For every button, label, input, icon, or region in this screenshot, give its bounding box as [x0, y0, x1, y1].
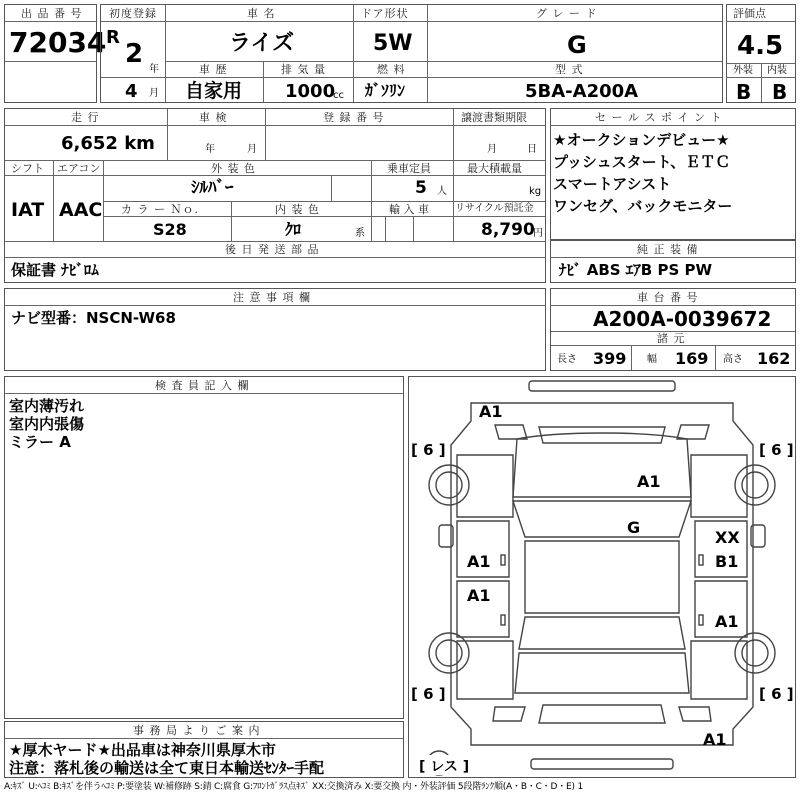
length: 399 [593, 349, 627, 368]
mileage-label: 走 行 [71, 111, 100, 124]
inspector-box [4, 376, 404, 719]
inspection-year-unit: 年 [205, 144, 215, 155]
inspector-note-line: 室内薄汚れ [9, 397, 85, 415]
car-diagram [409, 377, 795, 777]
lot-number-box [4, 4, 107, 103]
grade-label: グ レ ー ド [536, 7, 598, 20]
exterior-label: 外装 [733, 65, 753, 76]
capacity-unit: 人 [437, 186, 447, 197]
damage-right-rear-door: A1 [715, 612, 739, 631]
height: 162 [757, 349, 791, 368]
chassis-number: A200A-0039672 [593, 307, 772, 331]
inspector-notes [9, 397, 84, 451]
later-parts: 保証書 ﾅﾋﾞﾛﾑ [11, 261, 99, 279]
int-color-label: 内 装 色 [275, 203, 320, 216]
sales-point-line: ★オークションデビュー★ [553, 131, 730, 149]
model: 5BA-A200A [525, 81, 639, 102]
width-label: 幅 [647, 354, 657, 365]
chassis-label: 車 台 番 号 [637, 291, 699, 304]
score-label: 評価点 [733, 7, 766, 20]
capacity: 5 [415, 178, 427, 198]
color-label: 外 装 色 [211, 162, 256, 175]
chassis-box [550, 288, 796, 371]
inspection-month-unit: 月 [247, 144, 257, 155]
displacement: 1000 [285, 81, 336, 102]
first-reg-label: 初度登録 [109, 7, 157, 20]
int-color: ｸﾛ [285, 220, 302, 239]
displacement-unit: cc [333, 90, 344, 101]
damage-hood: A1 [637, 472, 661, 491]
width: 169 [675, 349, 709, 368]
reg-number-label: 登 録 番 号 [323, 111, 385, 124]
fuel-label: 燃 料 [377, 63, 406, 76]
inspector-note-line: ミラー A [9, 433, 71, 451]
fuel: ｶﾞｿﾘﾝ [365, 81, 406, 100]
history: 自家用 [185, 80, 243, 102]
sales-points-list [553, 129, 732, 217]
sales-points-label: セ ー ル ス ポ イ ン ト [595, 111, 723, 124]
car-diagram-box [408, 376, 796, 778]
score-box [726, 4, 796, 103]
color-no-label: カ ラ ー Ｎｏ. [121, 203, 199, 216]
recycle-label: リサイクル預託金 [455, 203, 534, 214]
capacity-label: 乗車定員 [387, 162, 431, 175]
color-no: S28 [153, 220, 187, 239]
inspector-label: 検 査 員 記 入 欄 [155, 379, 250, 392]
model-label: 型 式 [555, 63, 584, 76]
damage-left-front-door: A1 [467, 552, 491, 571]
damage-left-rear-door: A1 [467, 586, 491, 605]
notes-box [4, 288, 546, 371]
import-label: 輸 入 車 [389, 203, 429, 216]
reg-month-unit: 月 [149, 88, 159, 99]
transfer-day-unit: 日 [527, 144, 537, 155]
office-notice [9, 741, 324, 777]
notes-label: 注 意 事 項 欄 [233, 291, 311, 304]
int-color-unit: 系 [355, 228, 365, 239]
ac: AAC [59, 199, 103, 221]
car-name: ライズ [229, 31, 295, 56]
sales-points-box [550, 108, 796, 240]
interior-label: 内装 [767, 65, 787, 76]
recycle-unit: 円 [533, 228, 543, 239]
door-label: ドア形状 [361, 7, 409, 20]
length-label: 長さ [557, 354, 577, 365]
damage-right-front-door-b1: B1 [715, 552, 739, 571]
inspection-label: 車 検 [199, 111, 228, 124]
height-label: 高さ [723, 354, 743, 365]
reg-year-unit: 年 [149, 64, 159, 75]
transfer-deadline-label: 譲渡書類期限 [461, 111, 527, 124]
reg-year: 2 [125, 39, 144, 69]
max-load-unit: kg [529, 186, 542, 197]
spare-tire-mark: [ レス ] [419, 759, 470, 775]
history-label: 車 歴 [199, 63, 228, 76]
car-name-label: 車 名 [247, 7, 276, 20]
office-notice-line: ★厚木ヤード★出品車は神奈川県厚木市 [9, 741, 276, 759]
vehicle-info-box [100, 4, 723, 103]
equipment-label: 純 正 装 備 [637, 243, 699, 256]
sales-point-line: ワンセグ、バックモニター [553, 197, 733, 215]
office-notice-line: 注意：落札後の輸送は全て東日本輸送ｾﾝﾀｰ手配 [9, 759, 325, 777]
mileage: 6,652 km [61, 133, 155, 154]
sales-point-line: プッシュスタート、ＥＴＣ [553, 153, 731, 171]
damage-right-front-door-xx: XX [715, 528, 740, 547]
lot-number-label: 出 品 番 号 [21, 7, 83, 20]
shift: IAT [11, 199, 45, 221]
max-load-label: 最大積載量 [467, 162, 522, 175]
damage-rear-bumper: A1 [703, 730, 727, 749]
legend: A:ｷｽﾞ U:ﾍｺﾐ B:ｷｽﾞを伴うﾍｺﾐ P:要塗装 W:補修跡 S:錆 C:腐食 G:ﾌﾛﾝﾄｶﾞﾗｽ点ｷｽﾞ XX:交換済み X:要交換 内・外装評価 5段階ﾗﾝｸ順(A・B・C・D・E) 1 [4, 782, 583, 792]
ac-label: エアコン [57, 162, 101, 175]
transfer-month-unit: 月 [487, 144, 497, 155]
shift-label: シフト [11, 162, 44, 175]
later-parts-label: 後 日 発 送 部 品 [225, 243, 320, 256]
equipment: ﾅﾋﾞ ABS ｴｱB PS PW [559, 261, 713, 279]
interior-grade: B [772, 80, 788, 104]
sales-point-line: スマートアシスト [553, 175, 672, 193]
damage-windshield: G [627, 518, 641, 537]
tire-mark-rear-right: [ 6 ] [759, 685, 794, 703]
inspector-note-line: 室内内張傷 [9, 415, 85, 433]
color: ｼﾙﾊﾞｰ [191, 178, 234, 198]
details-box [4, 108, 546, 283]
door-type: 5W [373, 31, 413, 56]
office-label: 事 務 局 よ り ご 案 内 [133, 724, 261, 737]
damage-front-bumper: A1 [479, 402, 503, 421]
notes: ナビ型番：NSCN-W68 [11, 309, 176, 327]
recycle-fee: 8,790 [481, 220, 535, 240]
lot-number: 72034 [9, 26, 107, 59]
displacement-label: 排 気 量 [281, 63, 326, 76]
office-box [4, 721, 404, 778]
tire-mark-front-left: [ 6 ] [411, 441, 446, 459]
era: R [106, 27, 120, 48]
equipment-box [550, 240, 796, 283]
reg-month: 4 [125, 81, 138, 102]
tire-mark-front-right: [ 6 ] [759, 441, 794, 459]
spec-label: 諸 元 [657, 332, 686, 345]
score: 4.5 [737, 31, 784, 61]
grade: G [567, 31, 587, 59]
exterior-grade: B [736, 80, 752, 104]
tire-mark-rear-left: [ 6 ] [411, 685, 446, 703]
